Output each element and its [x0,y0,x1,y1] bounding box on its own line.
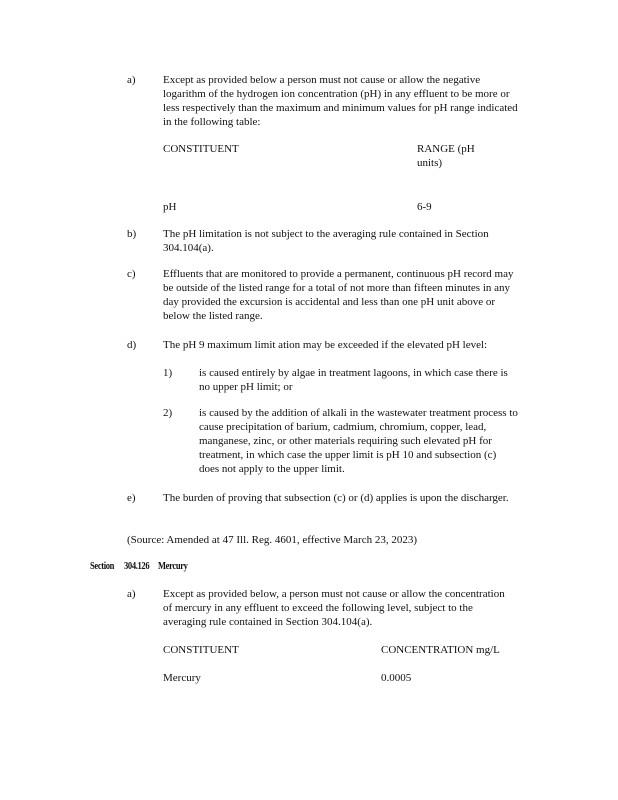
item-d-label: d) [127,339,137,351]
mercury-a-text: Except as provided below, a person must not cause or allow the concentration of mercury in any effluent to exceed the following level, subject to the averaging rule contained in Section 304.104(a). [163,588,505,628]
source-note: (Source: Amended at 47 Ill. Reg. 4601, effective March 23, 2023) [127,534,417,546]
item-e-text: The burden of proving that subsection (c) or (d) applies is upon the discharger. [163,492,509,504]
item-a-label: a) [127,74,136,86]
mercury-table-col1: CONSTITUENT [163,644,239,656]
item-d2-label: 2) [163,407,173,419]
mercury-table-row-constituent: Mercury [163,672,201,684]
item-b-text: The pH limitation is not subject to the averaging rule contained in Section 304.104(a). [163,228,489,254]
item-a-text: Except as provided below a person must not cause or allow the negative logarithm of the hydrogen ion concentration (pH) in any effluent to be more or less respectively than the maximum and minimum values for pH range indicated in the following table: [163,74,518,128]
item-c-text: Effluents that are monitored to provide a permanent, continuous pH record may be outside of the listed range for a total of not more than fifteen minutes in any day provided the excursion is accidental and less than one pH unit above or below the listed range. [163,268,514,322]
item-d-text: The pH 9 maximum limit ation may be exceeded if the elevated pH level: [163,339,488,351]
mercury-a-label: a) [127,588,136,600]
item-c-label: c) [127,268,136,280]
section-prefix: Section [90,561,115,572]
table1-col1-header: CONSTITUENT [163,143,239,155]
section-number: 304.126 [124,561,150,572]
item-e-label: e) [127,492,136,504]
item-b-label: b) [127,228,137,240]
item-d1-label: 1) [163,367,173,379]
section-title: Mercury [158,561,188,572]
table1-col2-header: RANGE (pH units) [417,143,475,169]
item-d2-text: is caused by the addition of alkali in the wastewater treatment process to cause precipitation of barium, cadmium, chromium, copper, lead, manganese, zinc, or other materials requiring such elevated pH for treatment, in which case the upper limit is pH 10 and subsection (c) does not apply to the upper limit. [199,407,518,475]
table1-row-constituent: pH [163,201,177,213]
table1-row-range: 6-9 [417,201,432,213]
mercury-table-row-value: 0.0005 [381,672,412,684]
item-d1-text: is caused entirely by algae in treatment lagoons, in which case there is no upper pH limit; or [199,367,508,393]
mercury-table-col2: CONCENTRATION mg/L [381,644,500,656]
